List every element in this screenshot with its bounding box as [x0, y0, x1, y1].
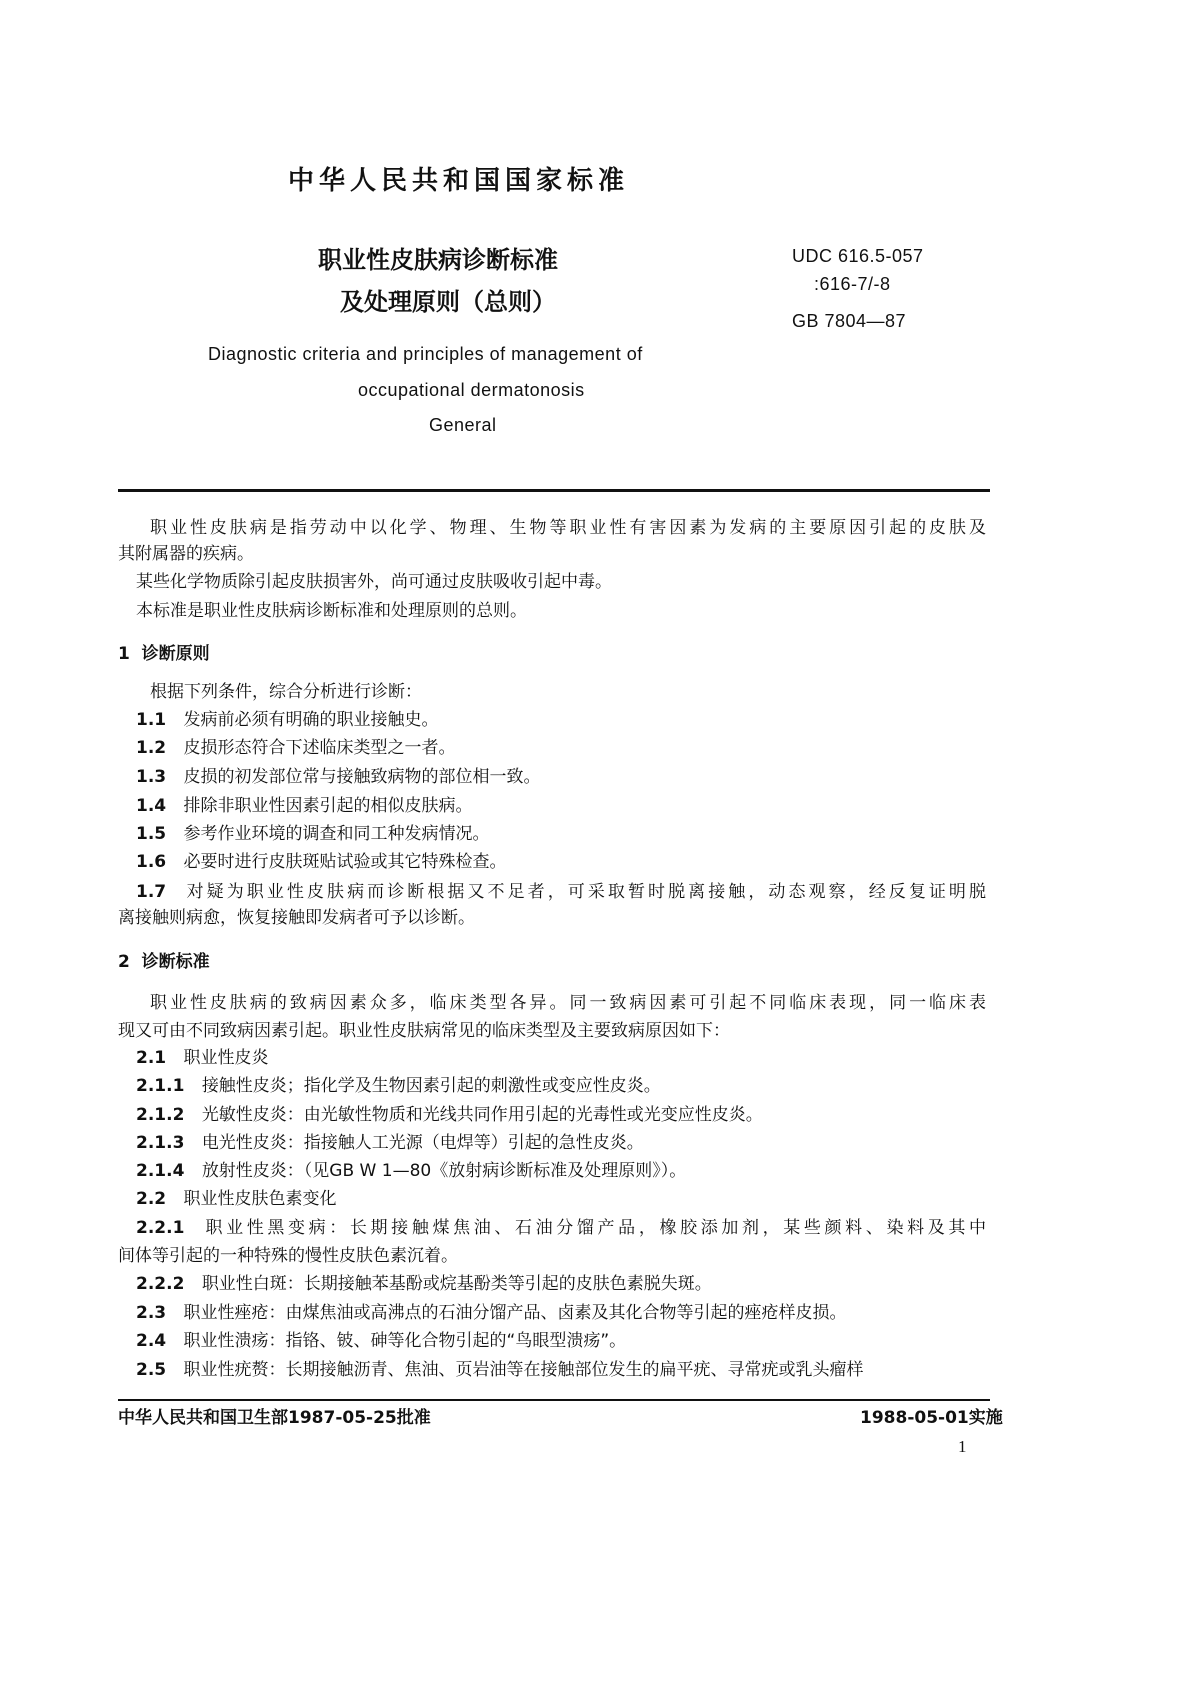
section2-lead-line2: 现又可由不同致病因素引起。职业性皮肤病常见的临床类型及主要致病原因如下：: [118, 1021, 730, 1041]
title-en-line2: occupational dermatonosis: [358, 380, 585, 400]
item-text: 对疑为职业性皮肤病而诊断根据又不足者，可采取暂时脱离接触，动态观察，经反复证明脱: [186, 882, 986, 902]
item-number: 2.1.1: [136, 1076, 185, 1096]
item-text: 必要时进行皮肤斑贴试验或其它特殊检查。: [183, 852, 507, 872]
item-text: 放射性皮炎：（见GB W 1—80《放射病诊断标准及处理原则》）。: [201, 1161, 687, 1181]
item-text: 排除非职业性因素引起的相似皮肤病。: [183, 796, 473, 816]
item-text: 职业性皮炎: [183, 1048, 269, 1068]
list-item: [136, 881, 986, 903]
item-number: 2.3: [136, 1303, 167, 1323]
intro-para1-line2: 其附属器的疾病。: [118, 544, 254, 564]
item-number: 2.1.4: [136, 1161, 185, 1181]
item-number: 2.2: [136, 1189, 167, 1209]
list-item: [136, 1160, 686, 1182]
list-item: [136, 709, 439, 731]
item-text: 职业性痤疮：由煤焦油或高沸点的石油分馏产品、卤素及其化合物等引起的痤疮样皮损。: [183, 1303, 847, 1323]
item-number: 1.6: [136, 852, 167, 872]
section1-heading: 1 诊断原则: [118, 644, 210, 664]
item-number: 2.2.1: [136, 1218, 185, 1238]
item-text: 光敏性皮炎：由光敏性物质和光线共同作用引起的光毒性或光变应性皮炎。: [201, 1105, 763, 1125]
item-number: 1.3: [136, 767, 167, 787]
list-item: [136, 1104, 763, 1126]
item-number: 1.7: [136, 882, 167, 902]
item-number: 1.4: [136, 796, 167, 816]
section1-lead: 根据下列条件，综合分析进行诊断：: [150, 682, 422, 702]
item-text: 发病前必须有明确的职业接触史。: [183, 710, 439, 730]
gb-number: GB 7804—87: [792, 311, 907, 331]
item-number: 2.4: [136, 1331, 167, 1351]
item-text: 参考作业环境的调查和同工种发病情况。: [183, 824, 490, 844]
item-text: 职业性白斑：长期接触苯基酚或烷基酚类等引起的皮肤色素脱失斑。: [201, 1274, 712, 1294]
intro-para2: 某些化学物质除引起皮肤损害外，尚可通过皮肤吸收引起中毒。: [136, 572, 612, 592]
udc-code-cont: :616-7/-8: [814, 274, 891, 294]
list-item: [136, 1075, 661, 1097]
item-number: 2.2.2: [136, 1274, 185, 1294]
item-text: 皮损形态符合下述临床类型之一者。: [183, 738, 456, 758]
item-number: 2.1.2: [136, 1105, 185, 1125]
item-number: 1.2: [136, 738, 167, 758]
title-zh-line1: 职业性皮肤病诊断标准: [318, 246, 558, 274]
list-item: [136, 1330, 626, 1352]
approval-text: 中华人民共和国卫生部1987-05-25批准: [118, 1408, 431, 1428]
intro-para3: 本标准是职业性皮肤病诊断标准和处理原则的总则。: [136, 601, 527, 621]
national-standard-heading: 中华人民共和国国家标准: [288, 166, 630, 196]
list-item: [136, 766, 541, 788]
item-number: 2.1.3: [136, 1133, 185, 1153]
section2-lead-line1: 职业性皮肤病的致病因素众多，临床类型各异。同一致病因素可引起不同临床表现，同一临床表: [150, 993, 986, 1013]
page-number: 1: [958, 1437, 967, 1456]
item-number: 2.5: [136, 1360, 167, 1380]
item-text: 皮损的初发部位常与接触致病物的部位相一致。: [183, 767, 541, 787]
list-item: [136, 1273, 712, 1295]
effective-date: 1988-05-01实施: [860, 1408, 1003, 1428]
item-text: 职业性皮肤色素变化: [183, 1189, 337, 1209]
intro-para1-line1: 职业性皮肤病是指劳动中以化学、物理、生物等职业性有害因素为发病的主要原因引起的皮肤及: [150, 518, 986, 538]
item-text: 接触性皮炎；指化学及生物因素引起的刺激性或变应性皮炎。: [201, 1076, 661, 1096]
list-item: [136, 823, 490, 845]
title-en-line3: General: [429, 415, 497, 435]
footer-divider: [118, 1399, 990, 1401]
list-item: [136, 851, 507, 873]
item-text-continued: 间体等引起的一种特殊的慢性皮肤色素沉着。: [118, 1246, 458, 1266]
list-item: [136, 1217, 986, 1239]
section2-heading: 2 诊断标准: [118, 952, 210, 972]
item-text: 职业性疣赘：长期接触沥青、焦油、页岩油等在接触部位发生的扁平疣、寻常疣或乳头瘤样: [183, 1360, 864, 1380]
item-text: 职业性溃疡：指铬、铍、砷等化合物引起的“鸟眼型溃疡”。: [183, 1331, 627, 1351]
list-item: [136, 795, 473, 817]
title-zh-line2: 及处理原则（总则）: [340, 288, 556, 316]
list-item: [136, 1359, 864, 1381]
list-item: [136, 1302, 847, 1324]
item-number: 2.1: [136, 1048, 167, 1068]
header-divider: [118, 489, 990, 492]
list-item: [136, 1132, 644, 1154]
list-item: [136, 1188, 337, 1210]
item-number: 1.1: [136, 710, 167, 730]
item-text: 电光性皮炎：指接触人工光源（电焊等）引起的急性皮炎。: [201, 1133, 644, 1153]
item-text: 职业性黑变病：长期接触煤焦油、石油分馏产品，橡胶添加剂，某些颜料、染料及其中: [205, 1218, 987, 1238]
list-item: [136, 737, 456, 759]
item-number: 1.5: [136, 824, 167, 844]
list-item: [136, 1047, 269, 1069]
udc-code: UDC 616.5-057: [792, 246, 924, 266]
title-en-line1: Diagnostic criteria and principles of management of: [208, 344, 643, 364]
item-text-continued: 离接触则病愈，恢复接触即发病者可予以诊断。: [118, 908, 475, 928]
